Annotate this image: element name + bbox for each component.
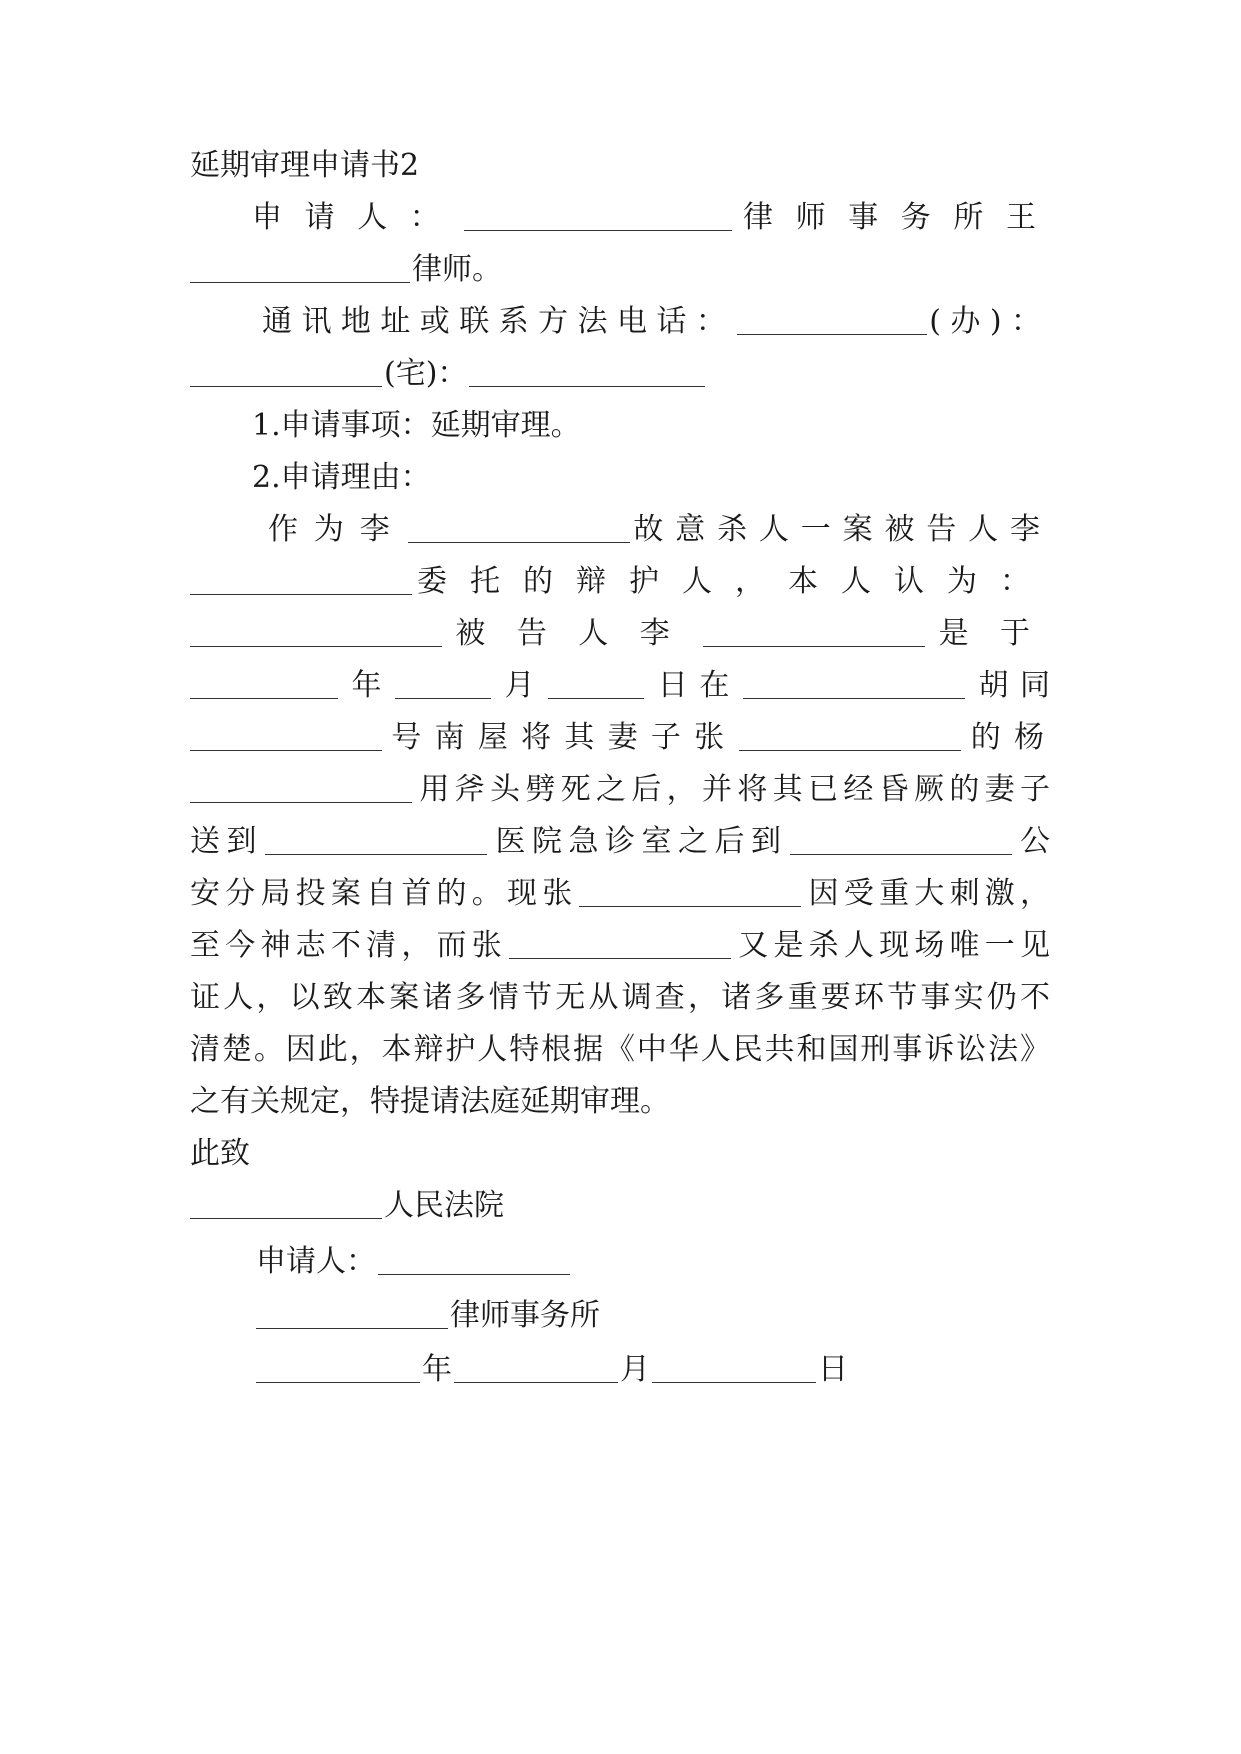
- t-gong: 公: [1013, 824, 1050, 859]
- office-label: (办)：: [929, 304, 1050, 339]
- t-deyang: 的杨: [963, 720, 1050, 755]
- sign-applicant-line: [256, 1242, 1050, 1282]
- applicant-line: [252, 198, 1050, 238]
- t-case: 故意杀人一案被告人李: [631, 512, 1050, 547]
- court-text: 人民法院: [384, 1188, 504, 1223]
- blank-14: [579, 876, 801, 907]
- para-line-6: [190, 770, 1050, 810]
- item-1: 1.申请事项：延期审理。: [252, 408, 581, 443]
- blank-sign-applicant: [378, 1244, 570, 1275]
- t-nian: 年: [340, 668, 394, 703]
- para-line-11: 清楚。因此，本辩护人特根据《中华人民共和国刑事诉讼法》: [190, 1032, 1050, 1067]
- t-ri-zai: 日在: [646, 668, 741, 703]
- para-line-7: [190, 822, 1050, 862]
- t-songdao: 送到: [190, 824, 263, 859]
- para-line-4: [190, 666, 1050, 706]
- sign-firm-line: [256, 1296, 1050, 1336]
- t-an: 安分局投案自首的。现张: [190, 876, 578, 911]
- date-nian: 年: [422, 1352, 452, 1387]
- para-line-8: [190, 874, 1050, 914]
- blank-10: [739, 720, 961, 751]
- blank-home: [469, 356, 705, 387]
- date-line: [256, 1350, 1050, 1390]
- t-zhijin: 至今神志不清，而张: [190, 928, 507, 963]
- t-zuowei: 作为李: [268, 512, 406, 547]
- blank-court: [190, 1188, 382, 1219]
- t-entrust: 委托的辩护人，本人认为：: [414, 564, 1050, 599]
- blank-month: [454, 1352, 618, 1383]
- document-title: 延期审理申请书2: [190, 148, 420, 183]
- blank-1: [408, 512, 630, 543]
- blank-13: [790, 824, 1012, 855]
- blank-sign-firm: [256, 1298, 448, 1329]
- blank-12: [265, 824, 487, 855]
- contact-label: 通讯地址或联系方法电话：: [262, 304, 736, 339]
- date-yue: 月: [620, 1352, 650, 1387]
- court-line: [190, 1186, 1050, 1226]
- para-line-9: [190, 926, 1050, 966]
- para-line-3: [190, 614, 1050, 654]
- t-defendant: 被告人李: [444, 616, 702, 651]
- blank-5: [190, 668, 338, 699]
- sign-firm-text: 律师事务所: [450, 1298, 600, 1333]
- para-line-12: 之有关规定，特提请法庭延期审理。: [190, 1084, 670, 1119]
- applicant-label: 申请人：: [252, 200, 463, 235]
- blank-office: [190, 356, 382, 387]
- sign-applicant-label: 申请人：: [256, 1244, 376, 1279]
- t-shiyu: 是于: [927, 616, 1050, 651]
- t-hutong: 胡同: [966, 668, 1050, 703]
- para-line-5: [190, 718, 1050, 758]
- blank-3: [190, 616, 442, 647]
- t-witness: 又是杀人现场唯一见: [733, 928, 1050, 963]
- blank-11: [190, 772, 412, 803]
- lawyer-text: 律师。: [412, 252, 502, 287]
- cizhi: 此致: [190, 1136, 250, 1171]
- blank-year: [256, 1352, 420, 1383]
- date-ri: 日: [818, 1352, 848, 1387]
- blank-7: [548, 668, 644, 699]
- blank-contact: [737, 304, 927, 335]
- blank-4: [703, 616, 925, 647]
- home-line: [190, 354, 1050, 394]
- lawyer-line: [190, 250, 1050, 290]
- blank-2: [190, 564, 412, 595]
- para-line-10: 证人，以致本案诸多情节无从调查，诸多重要环节事实仍不: [190, 980, 1050, 1015]
- blank-6: [395, 668, 491, 699]
- blank-firm: [464, 200, 732, 231]
- t-shock: 因受重大刺激，: [803, 876, 1050, 911]
- t-hospital: 医院急诊室之后到: [489, 824, 788, 859]
- para-line-1: [268, 510, 1050, 550]
- contact-line: [262, 302, 1050, 342]
- firm-text: 律师事务所王: [734, 200, 1050, 235]
- t-axe: 用斧头劈死之后，并将其已经昏厥的妻子: [414, 772, 1050, 807]
- blank-lawyer: [190, 252, 410, 283]
- item-2: 2.申请理由：: [252, 460, 431, 495]
- t-yue: 月: [493, 668, 547, 703]
- para-line-2: [190, 562, 1050, 602]
- blank-day: [652, 1352, 816, 1383]
- blank-8: [743, 668, 965, 699]
- home-label: (宅)：: [384, 356, 468, 391]
- t-hao: 号南屋将其妻子张: [384, 720, 738, 755]
- blank-9: [190, 720, 382, 751]
- blank-15: [509, 928, 731, 959]
